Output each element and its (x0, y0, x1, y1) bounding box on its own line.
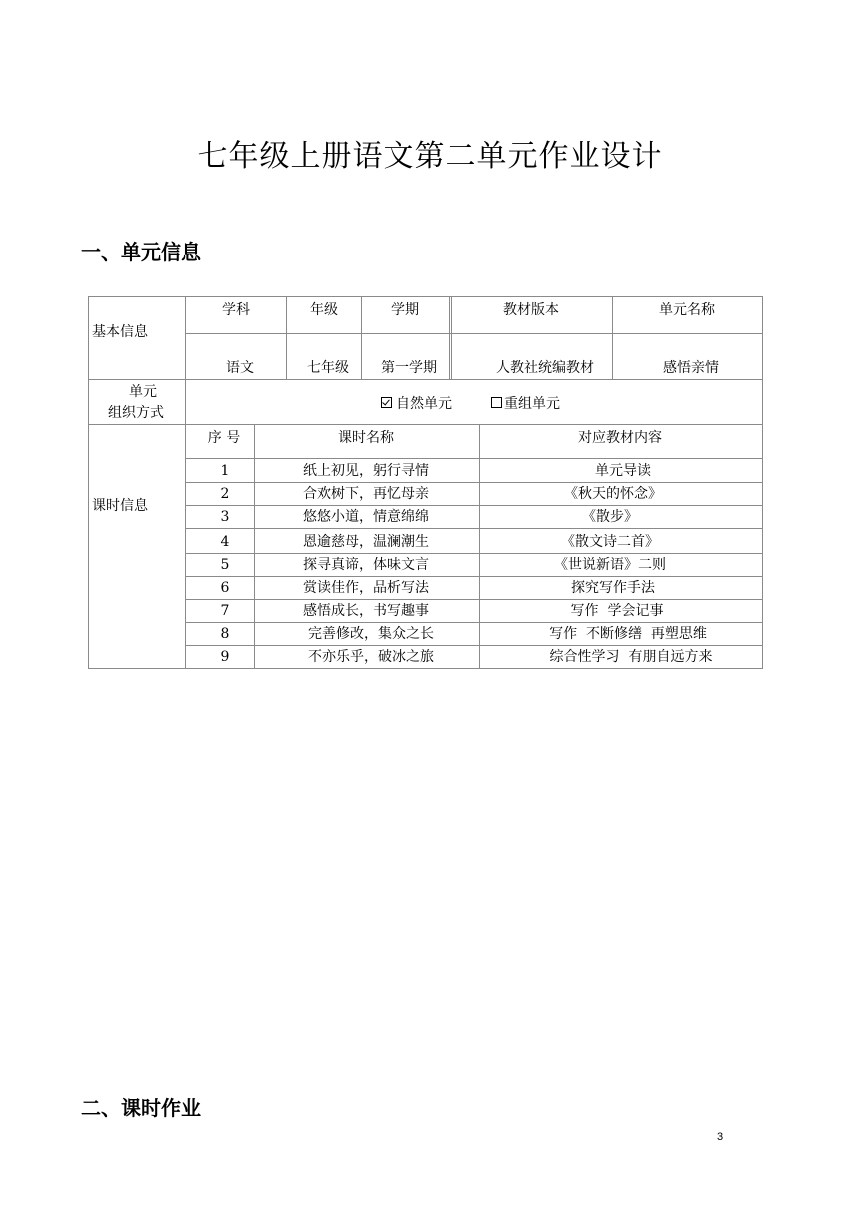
table-border-bottom (88, 668, 763, 669)
table-border-left (88, 296, 89, 669)
table-divider-org (88, 424, 763, 425)
org-label-line1: 单元 (129, 384, 157, 400)
lessons-label: 课时信息 (92, 498, 148, 514)
table-divider-basic (88, 379, 763, 380)
lesson-name: 合欢树下，再忆母亲 (303, 486, 429, 502)
org-label-line2: 组织方式 (108, 405, 164, 421)
table-row-line (185, 482, 763, 483)
regroup-unit-checkbox[interactable] (491, 397, 502, 408)
value-subject: 语文 (226, 360, 254, 376)
natural-unit-label: 自然单元 (396, 396, 452, 412)
value-grade: 七年级 (307, 360, 349, 376)
table-row-line (185, 505, 763, 506)
lesson-name: 不亦乐乎，破冰之旅 (308, 649, 434, 665)
lesson-no: 6 (220, 580, 230, 596)
lesson-name: 探寻真谛，体味文言 (303, 557, 429, 573)
lesson-no: 1 (220, 463, 230, 479)
lesson-content: 《秋天的怀念》 (564, 486, 662, 502)
section-heading-lesson-homework: 二、课时作业 (81, 1096, 201, 1120)
section-heading-unit-info: 一、单元信息 (81, 240, 201, 264)
table-row-line (185, 599, 763, 600)
table-col-line (361, 296, 362, 379)
lesson-content: 《世说新语》二则 (554, 557, 666, 573)
table-row-line (185, 576, 763, 577)
lesson-no: 4 (220, 534, 230, 550)
header-lesson-name: 课时名称 (338, 430, 394, 446)
lesson-content: 写作 不断修缮 再塑思维 (549, 626, 707, 642)
page-number: 3 (717, 1131, 724, 1143)
table-row-line (185, 528, 763, 529)
lesson-content: 单元导读 (595, 463, 651, 479)
lesson-no: 5 (220, 557, 230, 573)
lesson-no: 3 (220, 509, 230, 525)
header-content: 对应教材内容 (578, 430, 662, 446)
value-unit-name: 感悟亲情 (663, 360, 719, 376)
lesson-no: 8 (220, 626, 230, 642)
table-col-line (612, 296, 613, 379)
table-col-line (451, 296, 452, 379)
lesson-name: 感悟成长，书写趣事 (303, 603, 429, 619)
lesson-content: 《散步》 (582, 509, 638, 525)
natural-unit-checkbox[interactable] (381, 397, 392, 408)
lesson-content: 综合性学习 有朋自远方来 (549, 649, 713, 665)
page-title: 七年级上册语文第二单元作业设计 (197, 139, 663, 174)
table-row-line (185, 622, 763, 623)
lesson-name: 恩逾慈母，温澜潮生 (303, 534, 429, 550)
table-col-line (286, 296, 287, 379)
lesson-no: 7 (220, 603, 230, 619)
table-row-line (185, 645, 763, 646)
header-unit-name: 单元名称 (659, 302, 715, 318)
lesson-name: 悠悠小道，情意绵绵 (303, 509, 429, 525)
header-term: 学期 (391, 302, 419, 318)
table-col-line (254, 424, 255, 669)
lesson-no: 9 (220, 649, 230, 665)
lesson-content: 《散文诗二首》 (561, 534, 659, 550)
header-textbook: 教材版本 (503, 302, 559, 318)
table-row-line (185, 553, 763, 554)
header-subject: 学科 (222, 302, 250, 318)
basic-info-label: 基本信息 (92, 324, 148, 340)
lesson-no: 2 (220, 486, 230, 502)
header-seq: 序 号 (207, 430, 241, 446)
lesson-name: 赏读佳作，品析写法 (303, 580, 429, 596)
table-row-line (185, 458, 763, 459)
header-grade: 年级 (310, 302, 338, 318)
regroup-unit-label: 重组单元 (504, 396, 560, 412)
table-divider-basic-header (185, 333, 763, 334)
table-border-top (88, 296, 763, 297)
lesson-content: 写作 学会记事 (570, 603, 664, 619)
lesson-name: 完善修改，集众之长 (308, 626, 434, 642)
table-col-line (479, 424, 480, 669)
table-col-line (449, 296, 450, 379)
lesson-name: 纸上初见，躬行寻情 (303, 463, 429, 479)
lesson-content: 探究写作手法 (571, 580, 655, 596)
value-term: 第一学期 (381, 360, 437, 376)
value-textbook: 人教社统编教材 (496, 360, 594, 376)
